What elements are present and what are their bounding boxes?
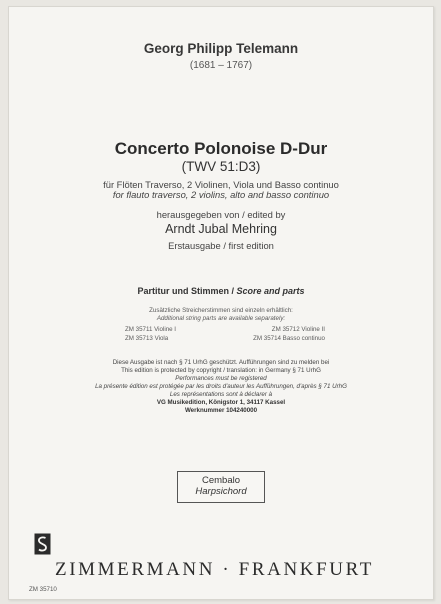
werknummer: Werknummer 104240000	[184, 407, 258, 414]
publisher-logo-icon	[34, 533, 51, 555]
part-item: ZM 35711 Violine I	[125, 326, 177, 333]
first-edition-label: Erstausgabe / first edition	[168, 240, 274, 251]
parts-row	[125, 335, 325, 344]
cembalo-label: Cembalo	[201, 475, 241, 486]
part-item: ZM 35714 Basso continuo	[253, 335, 325, 342]
editor-name: Arndt Jubal Mehring	[165, 222, 277, 236]
publisher-name: ZIMMERMANN · FRANKFURT	[55, 559, 374, 580]
cembalo-part-box	[177, 471, 265, 503]
instrumentation-german: für Flöten Traverso, 2 Violinen, Viola und Basso continuo	[103, 179, 339, 190]
catalog-number: (TWV 51:D3)	[181, 159, 261, 174]
edition-number: ZM 35710	[29, 586, 57, 593]
parts-list	[125, 326, 325, 344]
copyright-line: Diese Ausgabe ist nach § 71 UrhG geschützt. Aufführungen sind zu melden bei	[112, 359, 330, 366]
score-and-parts-label	[9, 286, 433, 296]
parts-row	[125, 326, 325, 335]
copyright-line: La présente édition est protégée par les droits d'auteur les Aufführungen, d'après § 71 UrhG	[95, 383, 347, 390]
copyright-line: Performances must be registered	[175, 375, 267, 382]
score-parts-german: Partitur und Stimmen /	[137, 286, 237, 296]
part-item: ZM 35712 Violine II	[271, 326, 325, 333]
copyright-line: This edition is protected by copyright / translation: in Germany § 71 UrhG	[121, 367, 321, 374]
part-item: ZM 35713 Viola	[125, 335, 169, 342]
publisher-address: VG Musikedition, Königstor 1, 34117 Kassel	[156, 399, 286, 406]
composer-name: Georg Philipp Telemann	[143, 41, 299, 56]
work-title: Concerto Polonoise D-Dur	[114, 139, 328, 158]
composer-dates: (1681 – 1767)	[189, 60, 253, 71]
availability-german: Zusätzliche Streicherstimmen sind einzeln erhältlich:	[149, 307, 293, 314]
title-page	[8, 6, 434, 600]
copyright-line: Les représentations sont à déclarer à	[169, 391, 273, 398]
editor-label: herausgegeben von / edited by	[156, 209, 286, 220]
availability-english: Additional string parts are available separately:	[156, 315, 286, 322]
instrumentation-english: for flauto traverso, 2 violins, alto and basso continuo	[112, 189, 330, 200]
harpsichord-label: Harpsichord	[195, 486, 247, 497]
score-parts-english: Score and parts	[236, 286, 305, 296]
